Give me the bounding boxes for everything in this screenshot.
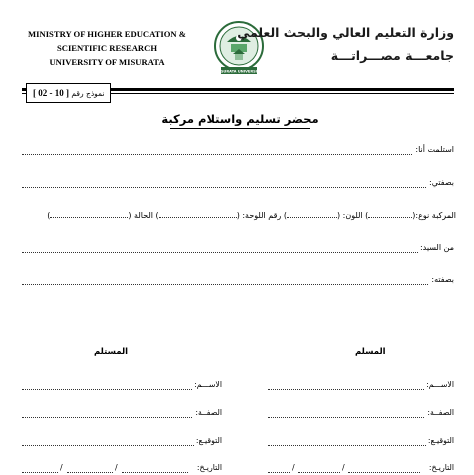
deliverer-name-row[interactable] bbox=[268, 378, 454, 392]
receiver-signature-line[interactable] bbox=[22, 445, 222, 446]
form-number-box bbox=[26, 83, 111, 103]
deliverer-heading: المسلم bbox=[355, 347, 386, 357]
ministry-name-ar: وزارة التعليم العالي والبحث العلمي bbox=[237, 25, 454, 40]
plate-line[interactable] bbox=[159, 208, 237, 218]
deliverer-date-year[interactable] bbox=[268, 472, 290, 473]
deliverer-date-month[interactable] bbox=[298, 472, 340, 473]
logo-text: MISURATA UNIVERSITY bbox=[215, 69, 263, 74]
his-capacity-label: بصفته: bbox=[429, 273, 454, 287]
vehicle-type-line[interactable] bbox=[368, 208, 412, 218]
condition-label: ) الحالة ( bbox=[128, 211, 159, 220]
from-mr-line[interactable] bbox=[22, 252, 454, 253]
from-mr-label: من السيد: bbox=[418, 241, 454, 255]
from-mr-row[interactable] bbox=[22, 241, 454, 255]
vehicle-type-label: المركبة نوع:( bbox=[412, 211, 456, 220]
deliverer-signature-row[interactable] bbox=[268, 434, 454, 448]
receiver-date-year[interactable] bbox=[22, 472, 58, 473]
header-en-line-3: UNIVERSITY OF MISURATA bbox=[49, 57, 165, 67]
deliverer-date-row[interactable] bbox=[268, 461, 454, 475]
color-line[interactable] bbox=[287, 208, 337, 218]
receiver-date-row[interactable] bbox=[22, 461, 222, 475]
receiver-name-label: الاســـم: bbox=[192, 378, 222, 392]
university-name-ar: جامعـــة مصـــراتـــة bbox=[330, 48, 454, 63]
deliverer-date-sep-1: / bbox=[342, 463, 345, 472]
deliverer-date-day[interactable] bbox=[348, 472, 420, 473]
deliverer-date-sep-2: / bbox=[292, 463, 295, 472]
deliverer-title-row[interactable] bbox=[268, 406, 454, 420]
header-arabic bbox=[237, 24, 454, 65]
receiver-title-row[interactable] bbox=[22, 406, 222, 420]
receiver-heading: المستلم bbox=[94, 347, 129, 357]
deliverer-signature-label: التوقيـع: bbox=[426, 434, 454, 448]
receiver-signature-row[interactable] bbox=[22, 434, 222, 448]
form-title: محضر تسليم واستلام مركبة bbox=[161, 112, 319, 126]
receiver-date-month[interactable] bbox=[67, 472, 113, 473]
plate-label: ) رقم اللوحة: ( bbox=[236, 211, 287, 220]
receiver-title-line[interactable] bbox=[22, 417, 222, 418]
form-number-code: [ 10 - 02 ] bbox=[33, 88, 69, 98]
received-by-label: استلمت أنا: bbox=[413, 143, 454, 157]
capacity-row[interactable] bbox=[22, 176, 454, 190]
header-english bbox=[22, 27, 192, 69]
his-capacity-line[interactable] bbox=[22, 284, 454, 285]
deliverer-name-label: الاســـم: bbox=[424, 378, 454, 392]
form-number-label: نموذج رقم bbox=[71, 89, 105, 98]
receiver-date-label: التاريـخ: bbox=[196, 463, 222, 472]
deliverer-title-label: الصفــة: bbox=[425, 406, 454, 420]
header-en-line-1: MINISTRY OF HIGHER EDUCATION & bbox=[28, 29, 186, 39]
received-by-row[interactable] bbox=[22, 143, 454, 157]
receiver-date-sep-2: / bbox=[60, 463, 63, 472]
received-by-line[interactable] bbox=[22, 154, 454, 155]
header-en-line-2: SCIENTIFIC RESEARCH bbox=[56, 43, 158, 53]
deliverer-date-label: التاريـخ: bbox=[428, 463, 454, 472]
form-title-underline bbox=[170, 128, 310, 129]
color-label: ) اللون: ( bbox=[336, 211, 369, 220]
receiver-signature-label: التوقيـع: bbox=[194, 434, 222, 448]
receiver-date-day[interactable] bbox=[122, 472, 188, 473]
condition-line[interactable] bbox=[50, 208, 128, 218]
vehicle-details-row bbox=[18, 208, 456, 222]
receiver-title-label: الصفــة: bbox=[193, 406, 222, 420]
receiver-date-sep-1: / bbox=[115, 463, 118, 472]
capacity-line[interactable] bbox=[22, 187, 454, 188]
capacity-label: بصفتي: bbox=[427, 176, 454, 190]
his-capacity-row[interactable] bbox=[22, 273, 454, 287]
condition-close: ) bbox=[47, 211, 51, 220]
receiver-name-row[interactable] bbox=[22, 378, 222, 392]
